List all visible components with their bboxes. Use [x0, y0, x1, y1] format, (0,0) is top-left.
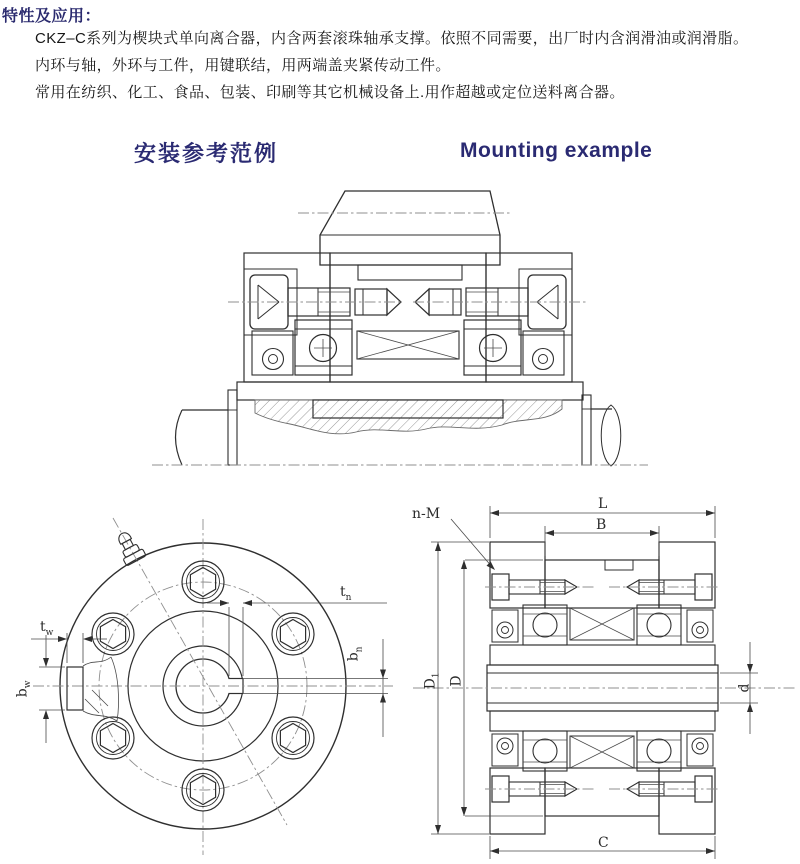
page-title: 特性及应用：	[2, 8, 102, 25]
dim-label-B: B	[596, 517, 607, 533]
grease-axis-centerline	[113, 518, 287, 825]
dim-label-d: d	[736, 683, 753, 693]
dimension-bw	[39, 635, 65, 743]
dim-label-D1: $D_1$	[422, 672, 442, 690]
inner-ring-top	[490, 645, 715, 665]
mounting-example-drawing	[150, 183, 650, 478]
dim-label-nM: n-M	[412, 506, 441, 522]
dimension-bn	[243, 639, 388, 737]
heading-mounting-en: Mounting example	[460, 139, 653, 162]
hub-sleeve	[255, 400, 562, 434]
dim-label-L: L	[598, 496, 608, 512]
dim-label-tn: $t_n$	[340, 584, 352, 603]
dim-label-D: D	[448, 675, 465, 687]
seal-left	[252, 331, 293, 375]
dim-label-tw: $t_w$	[40, 619, 54, 638]
intro-paragraph	[35, 25, 797, 106]
front-view-drawing	[15, 505, 410, 864]
dim-label-bn: $b_n$	[345, 646, 365, 662]
outer-keyway-notch	[67, 657, 119, 721]
heading-mounting-cn: 安装参考范例	[134, 141, 279, 166]
inner-ring-bottom	[490, 711, 715, 731]
dim-label-C: C	[598, 835, 609, 851]
sprag-cage	[357, 331, 459, 359]
ball-bearing-left	[295, 320, 352, 375]
seal-right	[523, 331, 564, 375]
workpiece	[320, 191, 500, 280]
intro-line-2: 内环与轴，外环与工件，用键联结，用两端盖夹紧传动工件。	[35, 57, 451, 74]
dim-label-bw: $b_w$	[14, 680, 34, 698]
ball-bearing-right	[464, 320, 521, 375]
intro-line-3: 常用在纺织、化工、食品、包装、印刷等其它机械设备上.用作超越或定位送料离合器。	[35, 84, 625, 101]
intro-line-1: CKZ–C系列为楔块式单向离合器，内含两套滚珠轴承支撑。依照不同需要，出厂时内含润滑油或润滑脂。	[35, 30, 749, 47]
dimension-tn	[207, 600, 387, 676]
dimension-nM-leader	[451, 519, 495, 570]
grease-fitting	[112, 528, 146, 566]
